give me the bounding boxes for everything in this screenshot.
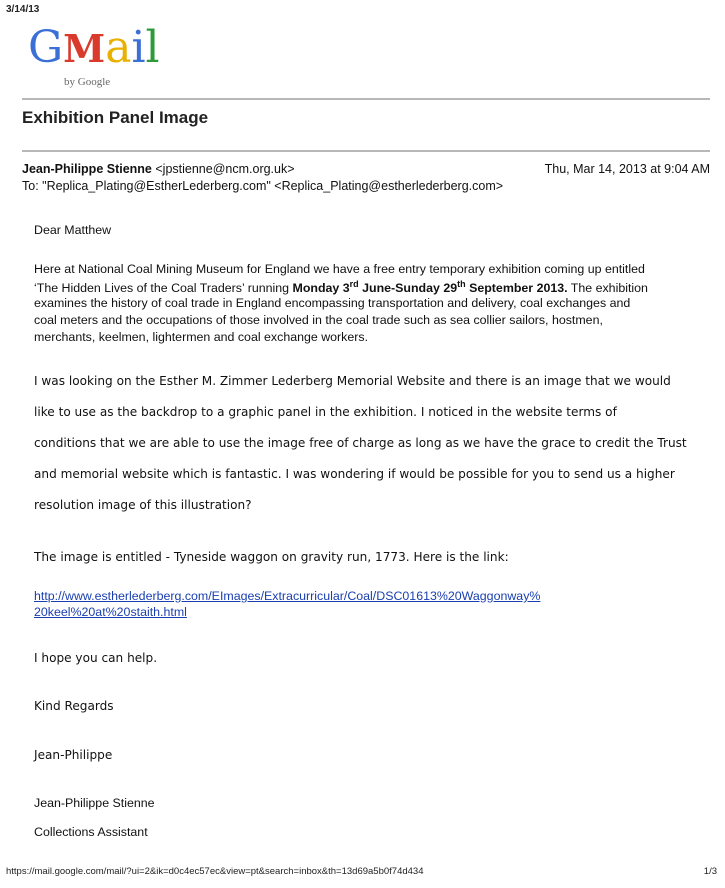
to-label: To: — [22, 179, 39, 193]
logo-letter-l: l — [145, 22, 160, 73]
header-divider-bottom — [22, 150, 710, 152]
signature-title: Collections Assistant — [34, 825, 148, 839]
signature-first-name: Jean-Philippe — [34, 748, 113, 762]
logo-letter-i: i — [131, 22, 146, 73]
print-date: 3/14/13 — [6, 4, 40, 15]
para1-line5: merchants, keelmen, lightermen and coal exchange workers. — [34, 330, 369, 344]
para1-line4: coal meters and the occupations of those involved in the coal trade such as sea collier sailors, hostmen, — [34, 313, 603, 327]
para2-line2: like to use as the backdrop to a graphic panel in the exhibition. I noticed in the website terms of — [34, 405, 617, 419]
gmail-logo — [28, 22, 168, 92]
logo-letter-m: M — [63, 26, 106, 71]
para3-text: The image is entitled - Tyneside waggon on gravity run, 1773. Here is the link: — [34, 550, 509, 564]
para1-line3: examines the history of coal trade in England encompassing transportation and delivery, coal exchanges and — [34, 296, 631, 310]
image-link-line2[interactable]: 20keel%20at%20staith.html — [34, 605, 187, 619]
logo-letter-g: G — [28, 22, 64, 73]
message-date: Thu, Mar 14, 2013 at 9:04 AM — [544, 162, 710, 176]
logo-byline: by Google — [64, 76, 111, 88]
para1-line2: ‘The Hidden Lives of the Coal Traders’ running Monday 3rd June-Sunday 29th September 2013. The exhibition — [34, 279, 648, 296]
recipient-line — [22, 179, 503, 193]
image-link-line1[interactable]: http://www.estherlederberg.com/EImages/Extracurricular/Coal/DSC01613%20Waggonway% — [34, 589, 541, 603]
para2-line5: resolution image of this illustration? — [34, 498, 252, 512]
closing-regards: Kind Regards — [34, 699, 114, 713]
hope-text: I hope you can help. — [34, 651, 158, 665]
recipient-address: "Replica_Plating@EstherLederberg.com" <Replica_Plating@estherlederberg.com> — [42, 179, 504, 193]
footer-url: https://mail.google.com/mail/?ui=2&ik=d0c4ec57ec&view=pt&search=inbox&th=13d69a5b0f74d434 — [6, 866, 424, 877]
para2-line3: conditions that we are able to use the image free of charge as long as we have the grace to credit the Trust — [34, 436, 687, 450]
para1-line1: Here at National Coal Mining Museum for England we have a free entry temporary exhibition coming up entitled — [34, 262, 645, 276]
sender-line — [22, 162, 295, 176]
email-subject: Exhibition Panel Image — [22, 108, 209, 127]
sender-email: <jpstienne@ncm.org.uk> — [155, 162, 295, 176]
page-number: 1/3 — [703, 866, 717, 877]
gmail-wordmark — [28, 22, 168, 73]
header-divider-top — [22, 98, 710, 100]
sender-name: Jean-Philippe Stienne — [22, 162, 152, 176]
greeting: Dear Matthew — [34, 223, 112, 237]
para2-line1: I was looking on the Esther M. Zimmer Lederberg Memorial Website and there is an image that we would — [34, 374, 671, 388]
para2-line4: and memorial website which is fantastic. I was wondering if would be possible for you to send us a higher — [34, 467, 675, 481]
logo-letter-a: a — [105, 22, 132, 73]
signature-full-name: Jean-Philippe Stienne — [34, 796, 155, 810]
